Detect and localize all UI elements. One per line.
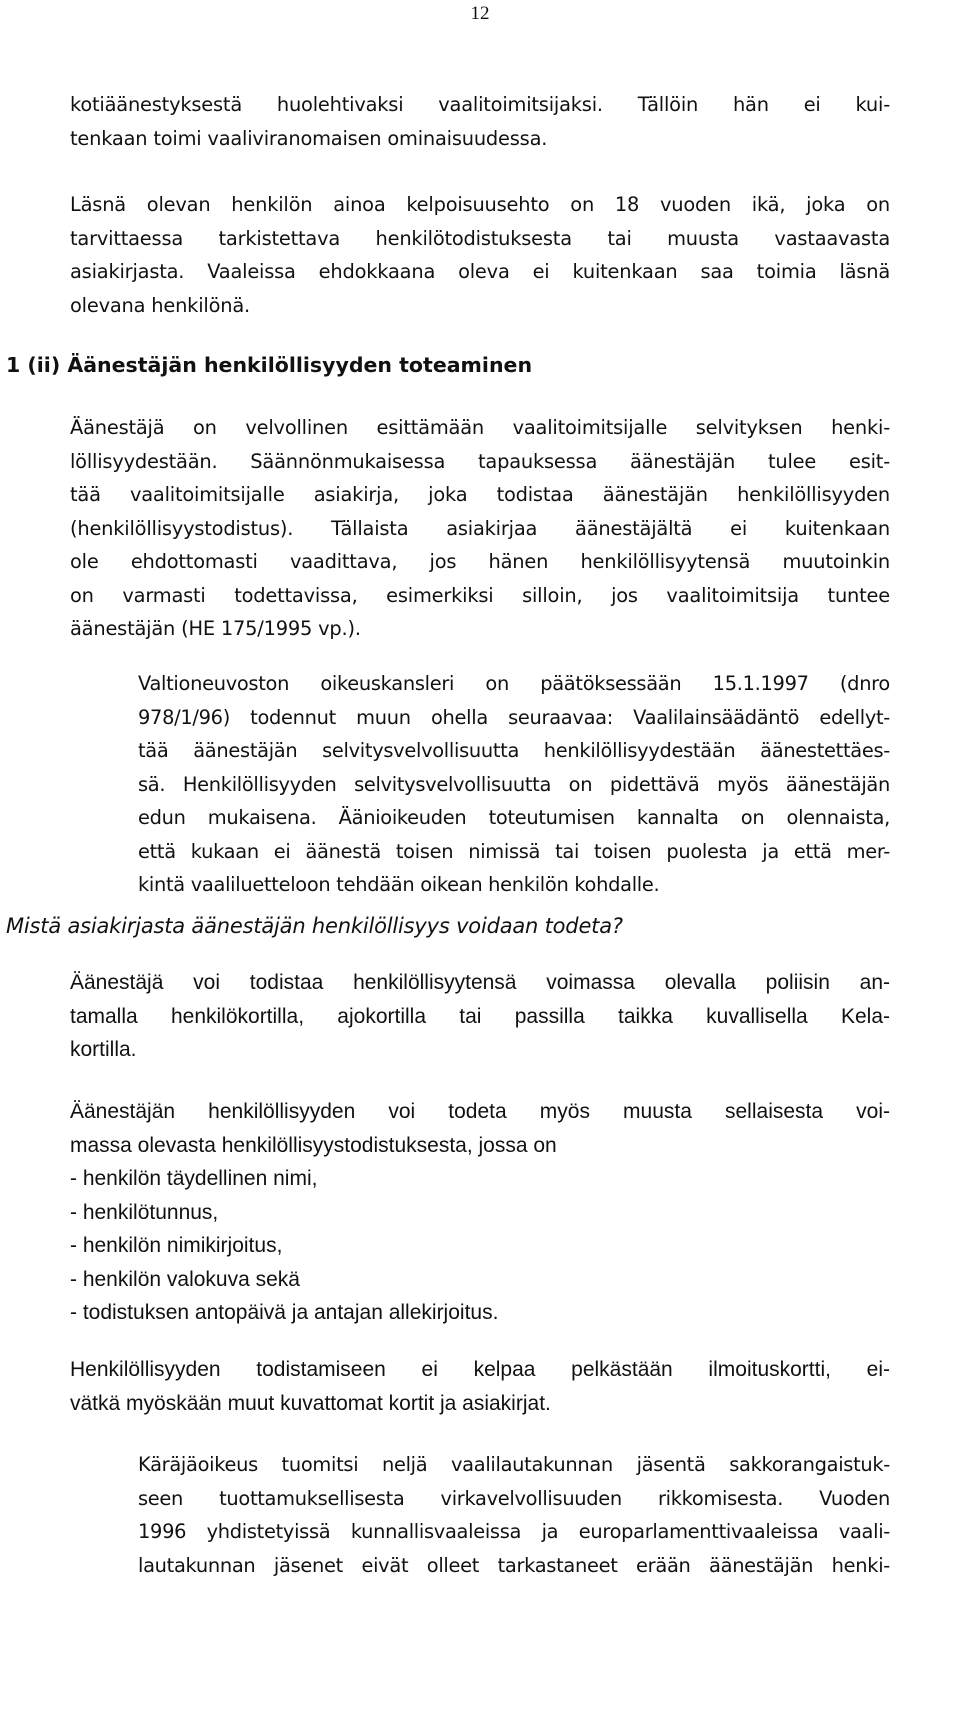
required-fields-list bbox=[70, 1162, 890, 1330]
text-line: ole ehdottomasti vaadittava, jos hänen henkilöllisyytensä muutoinkin bbox=[70, 550, 890, 573]
page-number: 12 bbox=[470, 3, 490, 24]
text-line: 978/1/96) todennut muun ohella seuraavaa: Vaalilainsäädäntö edellyt- bbox=[138, 705, 890, 729]
list-item: - henkilön täydellinen nimi, bbox=[70, 1167, 318, 1190]
text-line: tää vaalitoimitsijalle asiakirja, joka todistaa äänestäjän henkilöllisyyden bbox=[70, 483, 890, 506]
text-line: massa olevasta henkilöllisyystodistuksesta, jossa on bbox=[70, 1133, 557, 1157]
paragraph-home-voting bbox=[70, 88, 890, 155]
paragraph-eligibility bbox=[70, 188, 890, 322]
list-item: - todistuksen antopäivä ja antajan allekirjoitus. bbox=[70, 1301, 499, 1324]
text-line: Läsnä olevan henkilön ainoa kelpoisuusehto on 18 vuoden ikä, joka on bbox=[70, 193, 890, 216]
text-line: sä. Henkilöllisyyden selvitysvelvollisuutta on pidettävä myös äänestäjän bbox=[138, 772, 890, 796]
text-line: Valtioneuvoston oikeuskansleri on päätöksessään 15.1.1997 (dnro bbox=[138, 672, 890, 695]
quote-district-court bbox=[138, 1448, 890, 1582]
text-line: vätkä myöskään muut kuvattomat kortit ja asiakirjat. bbox=[70, 1391, 551, 1415]
text-line: kotiäänestyksestä huolehtivaksi vaalitoimitsijaksi. Tällöin hän ei kui- bbox=[70, 93, 890, 116]
text-line: seen tuottamuksellisesta virkavelvollisuuden rikkomisesta. Vuoden bbox=[138, 1486, 890, 1510]
text-line: että kukaan ei äänestä toisen nimissä tai toisen puolesta ja että mer- bbox=[138, 839, 890, 863]
text-line: tenkaan toimi vaaliviranomaisen ominaisuudessa. bbox=[70, 126, 548, 150]
text-line: edun mukaisena. Äänioikeuden toteutumisen kannalta on olennaista, bbox=[138, 806, 890, 829]
section-heading: 1 (ii) Äänestäjän henkilöllisyyden toteaminen bbox=[6, 353, 533, 377]
text-line: kortilla. bbox=[70, 1038, 137, 1061]
text-line: äänestäjän (HE 175/1995 vp.). bbox=[70, 617, 361, 640]
paragraph-valid-documents bbox=[70, 966, 890, 1067]
text-line: on varmasti todettavissa, esimerkiksi silloin, jos vaalitoimitsija tuntee bbox=[70, 583, 890, 607]
paragraph-identification-duty bbox=[70, 411, 890, 646]
text-line: tarvittaessa tarkistettava henkilötodistuksesta tai muusta vastaavasta bbox=[70, 226, 890, 250]
text-line: Äänestäjä on velvollinen esittämään vaalitoimitsijalle selvityksen henki- bbox=[70, 416, 890, 439]
text-line: tää äänestäjän selvitysvelvollisuutta henkilöllisyydestään äänestettäes- bbox=[138, 739, 890, 762]
list-item: - henkilön valokuva sekä bbox=[70, 1267, 300, 1291]
text-line: kintä vaaliluetteloon tehdään oikean henkilön kohdalle. bbox=[138, 873, 660, 896]
list-item: - henkilötunnus, bbox=[70, 1200, 219, 1224]
text-line: asiakirjasta. Vaaleissa ehdokkaana oleva ei kuitenkaan saa toimia läsnä bbox=[70, 260, 890, 283]
text-line: olevana henkilönä. bbox=[70, 293, 250, 317]
text-line: tamalla henkilökortilla, ajokortilla tai passilla taikka kuvallisella Kela- bbox=[70, 1004, 890, 1028]
text-line: (henkilöllisyystodistus). Tällaista asiakirjaa äänestäjältä ei kuitenkaan bbox=[70, 516, 890, 540]
text-line: löllisyydestään. Säännönmukaisessa tapauksessa äänestäjän tulee esit- bbox=[70, 449, 890, 473]
text-line: Käräjäoikeus tuomitsi neljä vaalilautakunnan jäsentä sakkorangaistuk- bbox=[138, 1453, 890, 1476]
paragraph-invalid-cards bbox=[70, 1353, 890, 1420]
list-item: - henkilön nimikirjoitus, bbox=[70, 1234, 283, 1257]
question-heading: Mistä asiakirjasta äänestäjän henkilöllisyys voidaan todeta? bbox=[6, 914, 623, 938]
text-line: 1996 yhdistetyissä kunnallisvaaleissa ja europarlamenttivaaleissa vaali- bbox=[138, 1520, 890, 1543]
text-line: Äänestäjä voi todistaa henkilöllisyytensä voimassa olevalla poliisin an- bbox=[70, 971, 890, 994]
text-line: Äänestäjän henkilöllisyyden voi todeta myös muusta sellaisesta voi- bbox=[70, 1100, 890, 1123]
quote-chancellor-decision bbox=[138, 667, 890, 902]
paragraph-other-documents bbox=[70, 1095, 890, 1330]
text-line: lautakunnan jäsenet eivät olleet tarkastaneet erään äänestäjän henki- bbox=[138, 1553, 890, 1577]
text-line: Henkilöllisyyden todistamiseen ei kelpaa pelkästään ilmoituskortti, ei- bbox=[70, 1358, 890, 1381]
